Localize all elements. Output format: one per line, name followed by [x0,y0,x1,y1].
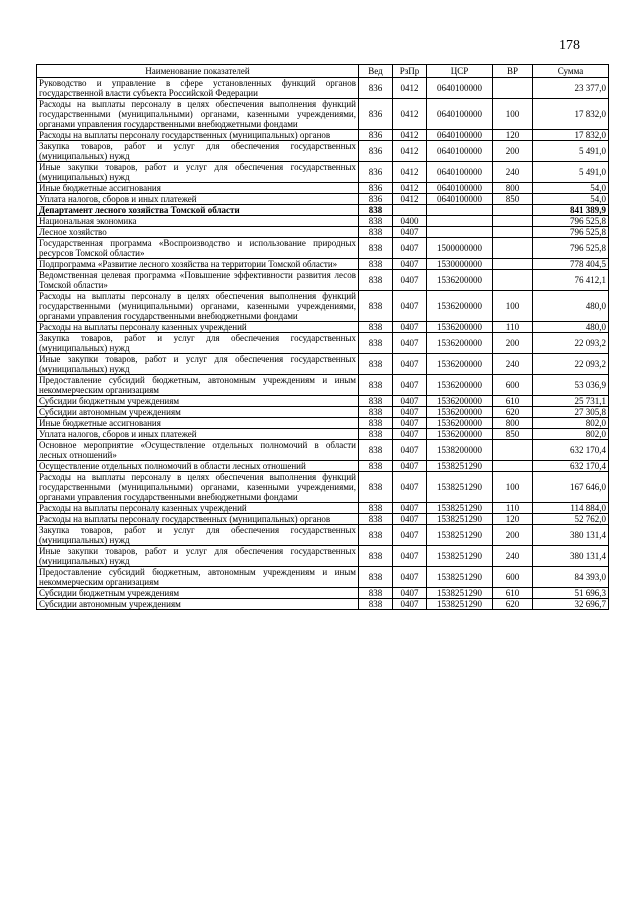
cell-sum: 632 170,4 [533,440,609,461]
cell-sum: 17 832,0 [533,99,609,130]
table-row [37,270,609,291]
cell-csr: 1538251290 [427,514,493,525]
cell-vr: 100 [493,99,533,130]
cell-rzpr: 0407 [393,375,427,396]
cell-name: Департамент лесного хозяйства Томской области [37,205,359,216]
cell-vr: 240 [493,546,533,567]
table-row [37,440,609,461]
cell-name: Уплата налогов, сборов и иных платежей [37,194,359,205]
cell-rzpr: 0407 [393,546,427,567]
cell-name: Расходы на выплаты персоналу государственных (муниципальных) органов [37,514,359,525]
cell-csr: 1538251290 [427,567,493,588]
cell-name: Подпрограмма «Развитие лесного хозяйства на территории Томской области» [37,259,359,270]
cell-name: Иные бюджетные ассигнования [37,418,359,429]
table-row [37,322,609,333]
header-vr: ВР [493,65,533,78]
cell-name: Расходы на выплаты персоналу казенных учреждений [37,322,359,333]
cell-ved: 838 [359,291,393,322]
cell-rzpr [393,205,427,216]
table-row [37,396,609,407]
cell-sum: 802,0 [533,429,609,440]
cell-ved: 836 [359,162,393,183]
table-row [37,354,609,375]
cell-vr: 610 [493,588,533,599]
cell-vr: 800 [493,418,533,429]
cell-name: Закупка товаров, работ и услуг для обеспечения государственных (муниципальных) нужд [37,333,359,354]
cell-name: Иные закупки товаров, работ и услуг для обеспечения государственных (муниципальных) нужд [37,546,359,567]
cell-rzpr: 0407 [393,567,427,588]
cell-ved: 836 [359,78,393,99]
table-row [37,78,609,99]
table-row [37,291,609,322]
cell-csr: 1536200000 [427,322,493,333]
cell-vr: 240 [493,162,533,183]
cell-sum: 54,0 [533,183,609,194]
table-row [37,461,609,472]
cell-csr: 0640100000 [427,183,493,194]
table-row [37,130,609,141]
cell-sum: 796 525,8 [533,238,609,259]
table-row [37,588,609,599]
budget-table [36,64,609,610]
cell-csr [427,227,493,238]
cell-ved: 838 [359,375,393,396]
cell-csr: 1538200000 [427,440,493,461]
cell-csr: 1536200000 [427,291,493,322]
table-row [37,546,609,567]
cell-vr: 100 [493,291,533,322]
table-row [37,99,609,130]
cell-vr: 800 [493,183,533,194]
cell-sum: 25 731,1 [533,396,609,407]
cell-rzpr: 0407 [393,238,427,259]
cell-sum: 632 170,4 [533,461,609,472]
cell-vr: 600 [493,375,533,396]
cell-name: Уплата налогов, сборов и иных платежей [37,429,359,440]
cell-rzpr: 0407 [393,588,427,599]
cell-csr [427,216,493,227]
cell-ved: 838 [359,472,393,503]
cell-vr: 110 [493,322,533,333]
cell-name: Государственная программа «Воспроизводство и использование природных ресурсов Томской области» [37,238,359,259]
cell-ved: 836 [359,141,393,162]
cell-name: Расходы на выплаты персоналу казенных учреждений [37,503,359,514]
cell-name: Иные закупки товаров, работ и услуг для обеспечения государственных (муниципальных) нужд [37,354,359,375]
table-row [37,503,609,514]
cell-sum: 5 491,0 [533,162,609,183]
cell-name: Закупка товаров, работ и услуг для обеспечения государственных (муниципальных) нужд [37,525,359,546]
cell-sum: 22 093,2 [533,354,609,375]
cell-ved: 838 [359,205,393,216]
cell-csr: 1538251290 [427,588,493,599]
cell-ved: 838 [359,461,393,472]
cell-rzpr: 0412 [393,183,427,194]
cell-csr: 1538251290 [427,461,493,472]
page-number: 178 [559,38,580,53]
cell-csr: 1538251290 [427,599,493,610]
cell-rzpr: 0407 [393,599,427,610]
cell-rzpr: 0407 [393,270,427,291]
cell-rzpr: 0407 [393,418,427,429]
table-row [37,162,609,183]
cell-sum: 167 646,0 [533,472,609,503]
table-row [37,141,609,162]
cell-rzpr: 0407 [393,525,427,546]
cell-ved: 838 [359,588,393,599]
cell-vr: 620 [493,599,533,610]
header-name: Наименование показателей [37,65,359,78]
cell-rzpr: 0407 [393,429,427,440]
cell-vr [493,205,533,216]
cell-sum: 27 305,8 [533,407,609,418]
table-row [37,375,609,396]
cell-rzpr: 0407 [393,503,427,514]
cell-sum: 380 131,4 [533,525,609,546]
cell-ved: 838 [359,259,393,270]
cell-rzpr: 0407 [393,322,427,333]
cell-name: Национальная экономика [37,216,359,227]
cell-name: Ведомственная целевая программа «Повышение эффективности развития лесов Томской области» [37,270,359,291]
cell-sum: 778 404,5 [533,259,609,270]
cell-vr: 200 [493,525,533,546]
cell-sum: 84 393,0 [533,567,609,588]
cell-vr: 600 [493,567,533,588]
cell-vr: 610 [493,396,533,407]
cell-ved: 838 [359,407,393,418]
cell-sum: 53 036,9 [533,375,609,396]
cell-vr: 850 [493,194,533,205]
cell-name: Закупка товаров, работ и услуг для обеспечения государственных (муниципальных) нужд [37,141,359,162]
table-row [37,407,609,418]
cell-ved: 838 [359,514,393,525]
cell-vr [493,216,533,227]
cell-name: Предоставление субсидий бюджетным, автономным учреждениям и иным некоммерческим организациям [37,375,359,396]
cell-vr: 620 [493,407,533,418]
cell-rzpr: 0412 [393,141,427,162]
cell-csr: 0640100000 [427,99,493,130]
cell-vr: 850 [493,429,533,440]
cell-name: Предоставление субсидий бюджетным, автономным учреждениям и иным некоммерческим организациям [37,567,359,588]
cell-ved: 838 [359,429,393,440]
cell-sum: 796 525,8 [533,227,609,238]
cell-vr [493,461,533,472]
cell-sum: 5 491,0 [533,141,609,162]
cell-vr [493,270,533,291]
cell-csr: 1536200000 [427,354,493,375]
cell-ved: 838 [359,270,393,291]
cell-csr: 1538251290 [427,472,493,503]
cell-sum: 51 696,3 [533,588,609,599]
table-row [37,238,609,259]
cell-csr [427,205,493,216]
header-ved: Вед [359,65,393,78]
table-row [37,216,609,227]
cell-vr: 200 [493,141,533,162]
cell-ved: 838 [359,525,393,546]
cell-vr [493,259,533,270]
table-row [37,227,609,238]
cell-rzpr: 0407 [393,514,427,525]
cell-rzpr: 0407 [393,461,427,472]
cell-vr [493,227,533,238]
cell-ved: 838 [359,546,393,567]
cell-rzpr: 0407 [393,407,427,418]
cell-csr: 1538251290 [427,546,493,567]
cell-ved: 838 [359,440,393,461]
cell-rzpr: 0407 [393,396,427,407]
cell-name: Субсидии бюджетным учреждениям [37,396,359,407]
cell-rzpr: 0407 [393,227,427,238]
cell-csr: 0640100000 [427,162,493,183]
table-row [37,205,609,216]
cell-csr: 1500000000 [427,238,493,259]
cell-name: Расходы на выплаты персоналу государственных (муниципальных) органов [37,130,359,141]
header-sum: Сумма [533,65,609,78]
cell-ved: 838 [359,322,393,333]
cell-sum: 17 832,0 [533,130,609,141]
cell-rzpr: 0412 [393,194,427,205]
table-row [37,472,609,503]
cell-csr: 0640100000 [427,141,493,162]
cell-rzpr: 0407 [393,472,427,503]
cell-ved: 838 [359,503,393,514]
cell-rzpr: 0400 [393,216,427,227]
table-header-row [37,65,609,78]
cell-ved: 838 [359,354,393,375]
cell-ved: 836 [359,194,393,205]
table-row [37,418,609,429]
cell-sum: 841 389,9 [533,205,609,216]
cell-sum: 480,0 [533,291,609,322]
cell-sum: 802,0 [533,418,609,429]
table-row [37,333,609,354]
header-csr: ЦСР [427,65,493,78]
cell-name: Иные закупки товаров, работ и услуг для обеспечения государственных (муниципальных) нужд [37,162,359,183]
cell-ved: 836 [359,130,393,141]
cell-csr: 1536200000 [427,270,493,291]
table-body [37,78,609,610]
cell-sum: 380 131,4 [533,546,609,567]
cell-vr: 100 [493,472,533,503]
table-row [37,429,609,440]
header-rzpr: РзПр [393,65,427,78]
cell-rzpr: 0407 [393,333,427,354]
cell-ved: 836 [359,99,393,130]
cell-csr: 1538251290 [427,525,493,546]
cell-name: Лесное хозяйство [37,227,359,238]
cell-rzpr: 0412 [393,130,427,141]
cell-vr: 110 [493,503,533,514]
cell-ved: 838 [359,599,393,610]
cell-rzpr: 0412 [393,162,427,183]
cell-name: Основное мероприятие «Осуществление отдельных полномочий в области лесных отношений» [37,440,359,461]
cell-sum: 54,0 [533,194,609,205]
cell-sum: 22 093,2 [533,333,609,354]
cell-csr: 1538251290 [427,503,493,514]
cell-ved: 838 [359,396,393,407]
cell-csr: 0640100000 [427,130,493,141]
cell-sum: 23 377,0 [533,78,609,99]
table-row [37,599,609,610]
cell-vr: 120 [493,514,533,525]
cell-ved: 838 [359,238,393,259]
cell-csr: 1536200000 [427,396,493,407]
cell-rzpr: 0407 [393,354,427,375]
cell-rzpr: 0412 [393,99,427,130]
cell-csr: 0640100000 [427,194,493,205]
cell-csr: 1536200000 [427,418,493,429]
cell-ved: 838 [359,216,393,227]
cell-csr: 1530000000 [427,259,493,270]
cell-ved: 838 [359,567,393,588]
cell-csr: 1536200000 [427,407,493,418]
cell-sum: 796 525,8 [533,216,609,227]
cell-rzpr: 0407 [393,440,427,461]
cell-name: Иные бюджетные ассигнования [37,183,359,194]
table-row [37,194,609,205]
cell-csr: 1536200000 [427,333,493,354]
cell-ved: 836 [359,183,393,194]
cell-vr [493,78,533,99]
cell-name: Субсидии бюджетным учреждениям [37,588,359,599]
cell-vr: 200 [493,333,533,354]
cell-vr [493,238,533,259]
cell-name: Расходы на выплаты персоналу в целях обеспечения выполнения функций государственными (муниципальными) органами, казенными учреждениями, органами управления государственными внебюджетными фондами [37,472,359,503]
cell-ved: 838 [359,227,393,238]
table-row [37,183,609,194]
cell-name: Субсидии автономным учреждениям [37,599,359,610]
cell-sum: 480,0 [533,322,609,333]
table-row [37,514,609,525]
cell-name: Руководство и управление в сфере установленных функций органов государственной власти субъекта Российской Федерации [37,78,359,99]
cell-rzpr: 0412 [393,78,427,99]
table-row [37,259,609,270]
cell-name: Субсидии автономным учреждениям [37,407,359,418]
cell-name: Осуществление отдельных полномочий в области лесных отношений [37,461,359,472]
cell-sum: 114 884,0 [533,503,609,514]
cell-rzpr: 0407 [393,291,427,322]
cell-name: Расходы на выплаты персоналу в целях обеспечения выполнения функций государственными (муниципальными) органами, казенными учреждениями, органами управления государственными внебюджетными фондами [37,99,359,130]
cell-ved: 838 [359,333,393,354]
cell-sum: 32 696,7 [533,599,609,610]
cell-sum: 76 412,1 [533,270,609,291]
cell-sum: 52 762,0 [533,514,609,525]
cell-name: Расходы на выплаты персоналу в целях обеспечения выполнения функций государственными (муниципальными) органами, казенными учреждениями, органами управления государственными внебюджетными фондами [37,291,359,322]
cell-rzpr: 0407 [393,259,427,270]
cell-ved: 838 [359,418,393,429]
cell-csr: 1536200000 [427,429,493,440]
cell-csr: 0640100000 [427,78,493,99]
table-row [37,525,609,546]
cell-vr: 240 [493,354,533,375]
cell-csr: 1536200000 [427,375,493,396]
cell-vr: 120 [493,130,533,141]
cell-vr [493,440,533,461]
table-row [37,567,609,588]
